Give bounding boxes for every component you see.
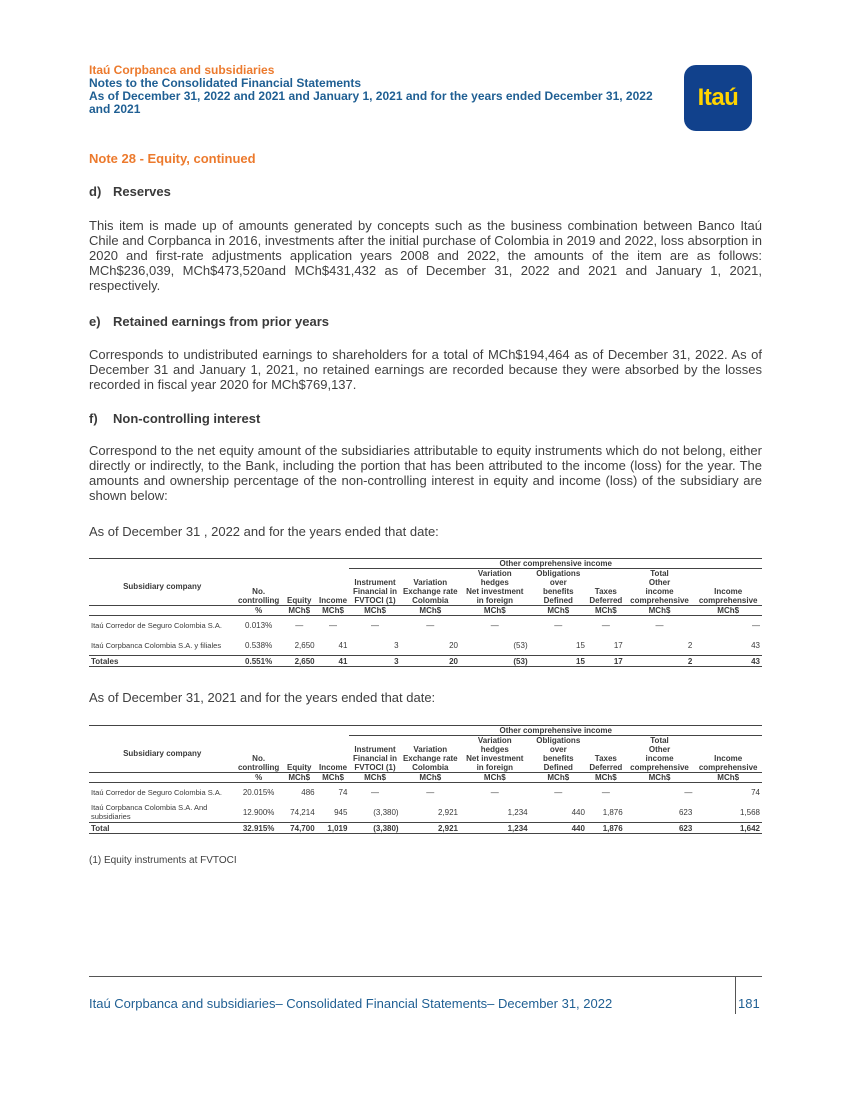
col-income-comprehensive: Income comprehensive bbox=[698, 587, 758, 605]
col-equity: Equity bbox=[287, 596, 312, 605]
col-taxes: Taxes Deferred bbox=[589, 587, 623, 605]
col-subsidiary: Subsidiary company bbox=[123, 582, 202, 592]
section-d-text: This item is made up of amounts generated by concepts such as the business combination between Banco Itaú Chile and Corpbanca in 2016, investments after the initial purchase of Colombia in 2019 and 2022, loss absorption in 2020 and first-rate adjustments application years 2008 and 2022, the amounts of the item are as follows: MCh$236,039, MCh$473,520and MCh$431,432 as of December 31, 2022 and 2021 and January 1, 2021, respectively. bbox=[89, 218, 762, 293]
table-row: Itaú Corredor de Seguro Colombia S.A. 20.015% 486 74 — — — — — — 74 bbox=[91, 788, 760, 798]
footer-text: Itaú Corpbanca and subsidiaries– Consolidated Financial Statements– December 31, 2022 bbox=[89, 996, 613, 1011]
col-hedges: Variation hedges Net investment in foreign bbox=[466, 569, 524, 605]
section-d-title: Reserves bbox=[113, 184, 171, 199]
document-header bbox=[89, 64, 689, 116]
document-title: Notes to the Consolidated Financial Statements bbox=[89, 76, 362, 90]
section-f-title: Non-controlling interest bbox=[113, 411, 261, 426]
col-total-oci: Total Other income comprehensive bbox=[630, 736, 689, 772]
table-row: Itaú Corpbanca Colombia S.A. And subsidiaries 12.900% 74,214 945 (3,380) 2,921 1,234 440 1,876 623 1,568 bbox=[91, 803, 760, 822]
period-line-1: As of December 31, 2022 and 2021 and January 1, 2021 and for the years ended December 31, 2022 bbox=[89, 89, 653, 103]
total-row: Total 32.915% 74,700 1,019 (3,380) 2,921 1,234 440 1,876 623 1,642 bbox=[91, 823, 760, 833]
section-e-heading bbox=[89, 314, 329, 329]
col-variation: Variation Exchange rate Colombia bbox=[402, 578, 458, 605]
oci-header: Other comprehensive income bbox=[349, 726, 762, 736]
total-row: Totales 0.551% 2,650 41 3 20 (53) 15 17 2 43 bbox=[91, 656, 760, 666]
table-2022-caption: As of December 31 , 2022 and for the years ended that date: bbox=[89, 524, 439, 539]
col-instrument: Instrument Financial in FVTOCI (1) bbox=[353, 745, 398, 772]
col-no-controlling: No. controlling bbox=[237, 587, 280, 605]
col-obligations: Obligations over benefits Defined bbox=[536, 569, 581, 605]
section-d-letter: d) bbox=[89, 184, 102, 199]
units-row: % MCh$ MCh$ MCh$ MCh$ MCh$ MCh$ MCh$ MCh$ MCh$ bbox=[89, 606, 762, 616]
period-line-2: and 2021 bbox=[89, 102, 141, 116]
col-hedges: Variation hedges Net investment in foreign bbox=[466, 736, 524, 772]
col-equity: Equity bbox=[287, 763, 312, 772]
section-f-text: Correspond to the net equity amount of the subsidiaries attributable to equity instruments which do not belong, either directly or indirectly, to the Bank, including the portion that has been attributed to the income (loss) for the year. The amounts and ownership percentage of the non-controlling interest in equity and income (loss) of the subsidiary are shown below: bbox=[89, 443, 762, 503]
section-e-letter: e) bbox=[89, 314, 101, 329]
col-income-comprehensive: Income comprehensive bbox=[698, 754, 758, 772]
section-e-text: Corresponds to undistributed earnings to shareholders for a total of MCh$194,464 as of December 31, 2022. As of December 31 and January 1, 2021, no retained earnings are recorded because they were absorbed by the losses recorded in fiscal year 2020 for MCh$769,137. bbox=[89, 347, 762, 392]
table-row: Itaú Corredor de Seguro Colombia S.A. 0.013% — — — — — — — — — bbox=[91, 621, 760, 631]
col-variation: Variation Exchange rate Colombia bbox=[402, 745, 458, 772]
nci-table-2022 bbox=[89, 558, 762, 667]
col-obligations: Obligations over benefits Defined bbox=[536, 736, 581, 772]
units-row: % MCh$ MCh$ MCh$ MCh$ MCh$ MCh$ MCh$ MCh$ MCh$ bbox=[89, 773, 762, 783]
footnote: (1) Equity instruments at FVTOCI bbox=[89, 855, 237, 866]
col-income: Income bbox=[319, 596, 348, 605]
table-2021-caption: As of December 31, 2021 and for the years ended that date: bbox=[89, 690, 436, 705]
section-e-title: Retained earnings from prior years bbox=[113, 314, 330, 329]
col-no-controlling: No. controlling bbox=[237, 754, 280, 772]
col-subsidiary: Subsidiary company bbox=[123, 749, 202, 759]
logo-text: Itaú bbox=[697, 84, 739, 111]
table-row: Itaú Corpbanca Colombia S.A. y filiales 0.538% 2,650 41 3 20 (53) 15 17 2 43 bbox=[91, 640, 760, 650]
oci-header: Other comprehensive income bbox=[349, 559, 762, 569]
col-instrument: Instrument Financial in FVTOCI (1) bbox=[353, 578, 398, 605]
itau-logo bbox=[684, 65, 752, 131]
nci-table-2021 bbox=[89, 725, 762, 834]
col-total-oci: Total Other income comprehensive bbox=[630, 569, 689, 605]
section-f-letter: f) bbox=[89, 411, 98, 426]
section-d-heading bbox=[89, 184, 171, 199]
note-title: Note 28 - Equity, continued bbox=[89, 151, 256, 166]
company-name: Itaú Corpbanca and subsidiaries bbox=[89, 63, 275, 77]
col-taxes: Taxes Deferred bbox=[589, 754, 623, 772]
footer-divider bbox=[89, 976, 762, 977]
section-f-heading bbox=[89, 411, 260, 426]
page-number: 181 bbox=[738, 996, 760, 1011]
footer-vertical-divider bbox=[735, 976, 736, 1014]
col-income: Income bbox=[319, 763, 348, 772]
